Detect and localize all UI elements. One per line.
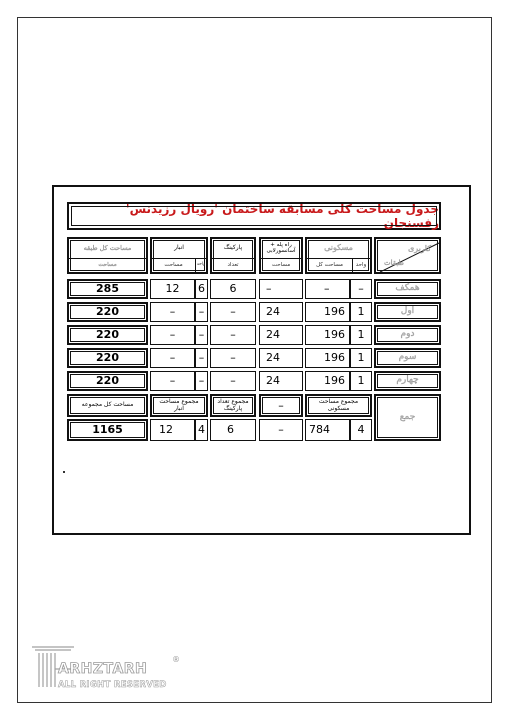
stray-dot — [63, 471, 65, 473]
table-title: جدول مساحت کلی مسابقه ساختمان 'رویال رزیدنس' رفسنجان — [67, 202, 441, 230]
cell-sto-area: – — [150, 371, 195, 391]
cell-res-area: – — [305, 279, 350, 299]
summary-parking-header-text: مجموع تعداد پارکینگ — [217, 398, 249, 412]
cell-res-area: 196 — [305, 325, 350, 345]
storage-label: انبار — [174, 244, 184, 252]
stair-area-label: مساحت — [271, 261, 291, 268]
floor-label-cell — [374, 279, 441, 299]
cell-sto-area: – — [150, 325, 195, 345]
floor-label: سوم — [398, 352, 417, 363]
watermark-brand: ARHZTARH — [58, 661, 148, 677]
parking-count-label: تعداد — [227, 261, 239, 268]
cell-sto-area: – — [150, 302, 195, 322]
summary-total-header — [67, 394, 148, 417]
cell-stair: 24 — [259, 348, 303, 368]
cell-res-unit: 1 — [350, 371, 372, 391]
header-corner — [374, 237, 441, 274]
residential-area-label: مساحت کل — [316, 261, 343, 268]
floor-label-cell — [374, 371, 441, 391]
cell-total: 220 — [67, 302, 148, 322]
floor-label-cell — [374, 348, 441, 368]
cell-parking: – — [210, 302, 256, 322]
summary-stair: – — [259, 419, 303, 441]
floor-label: اول — [400, 306, 415, 317]
summary-label-cell — [374, 394, 441, 441]
summary-stair-header — [259, 394, 303, 417]
summary-total: 1165 — [67, 419, 148, 441]
corner-usage-label: کاربری — [407, 244, 431, 253]
cell-stair: 24 — [259, 371, 303, 391]
cell-total: 220 — [67, 325, 148, 345]
cell-sto-unit: – — [195, 325, 208, 345]
cell-total: 220 — [67, 371, 148, 391]
cell-sto-area: – — [150, 348, 195, 368]
parking-label: پارکینگ — [223, 244, 243, 252]
cell-res-area: 196 — [305, 371, 350, 391]
cell-total: 220 — [67, 348, 148, 368]
cell-res-area: 196 — [305, 302, 350, 322]
summary-res-unit: 4 — [350, 419, 372, 441]
floor-total-sub-label: مساحت — [98, 261, 117, 268]
floor-label-cell — [374, 302, 441, 322]
cell-res-unit: 1 — [350, 325, 372, 345]
summary-parking: 6 — [210, 419, 256, 441]
cell-res-unit: – — [350, 279, 372, 299]
summary-storage-header — [150, 394, 208, 417]
floor-label: همکف — [395, 283, 420, 294]
summary-sto-unit: 4 — [195, 419, 208, 441]
summary-residential-header-text: مجموع مساحت مسکونی — [318, 398, 359, 412]
cell-parking: – — [210, 325, 256, 345]
registered-mark: ® — [172, 655, 180, 664]
corner-floors-label: طبقات — [384, 258, 404, 267]
cell-res-unit: 1 — [350, 348, 372, 368]
summary-label: جمع — [399, 411, 416, 422]
cell-sto-unit: – — [195, 348, 208, 368]
cell-parking: 6 — [210, 279, 256, 299]
watermark-tagline: ALL RIGHT RESERVED — [58, 680, 167, 690]
storage-subdivider — [195, 258, 196, 272]
summary-stair-header-text: – — [278, 398, 284, 412]
stair-label: راه پله + آسانسورلابی — [266, 241, 296, 254]
cell-sto-unit: – — [195, 302, 208, 322]
cell-res-unit: 1 — [350, 302, 372, 322]
cell-stair: 24 — [259, 325, 303, 345]
summary-parking-header — [210, 394, 256, 417]
cell-stair: – — [259, 279, 303, 299]
summary-total-header-text: مساحت کل مجموعه — [81, 401, 134, 409]
summary-res-area: 784 — [305, 419, 350, 441]
floor-label: چهارم — [396, 375, 419, 386]
cell-stair: 24 — [259, 302, 303, 322]
residential-unit-label: واحد — [355, 261, 367, 268]
floor-total-label: مساحت کل طبقه — [83, 244, 132, 253]
summary-residential-header — [305, 394, 372, 417]
cell-sto-area: 12 — [150, 279, 195, 299]
floor-label: دوم — [400, 329, 415, 340]
summary-sto-area: 12 — [150, 419, 195, 441]
cell-parking: – — [210, 348, 256, 368]
cell-parking: – — [210, 371, 256, 391]
cell-sto-unit: – — [195, 371, 208, 391]
summary-storage-header-text: مجموع مساحت انبار — [159, 398, 199, 412]
cell-res-area: 196 — [305, 348, 350, 368]
storage-area-label: مساحت — [164, 261, 183, 268]
cell-sto-unit: 6 — [195, 279, 208, 299]
cell-total: 285 — [67, 279, 148, 299]
storage-unit-label: واحد — [196, 262, 206, 268]
residential-subdivider — [352, 258, 353, 272]
residential-label: مسکونی — [324, 242, 353, 252]
floor-label-cell — [374, 325, 441, 345]
